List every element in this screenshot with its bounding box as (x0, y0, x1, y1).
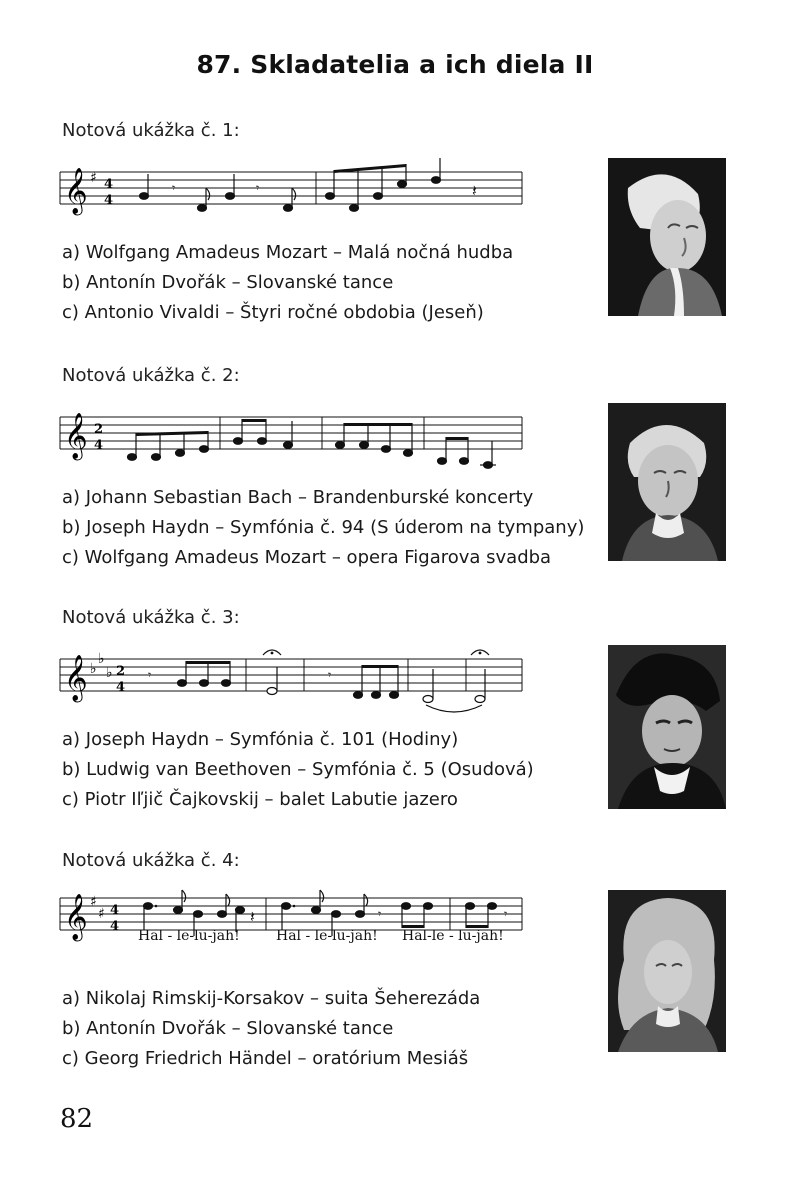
svg-text:♯: ♯ (98, 906, 105, 922)
svg-text:4: 4 (110, 903, 120, 918)
option-b[interactable]: b) Antonín Dvořák – Slovanské tance (62, 1018, 394, 1039)
svg-text:4: 4 (94, 438, 104, 453)
music-staff-2 (60, 405, 530, 465)
option-a[interactable]: a) Wolfgang Amadeus Mozart – Malá nočná hudba (62, 242, 514, 263)
option-b[interactable]: b) Antonín Dvořák – Slovanské tance (62, 272, 394, 293)
exercise-4-label: Notová ukážka č. 4: (62, 850, 240, 871)
svg-text:𝄾: 𝄾 (256, 181, 260, 195)
lyric-2: Hal - le-lu-jah! (276, 928, 378, 944)
mozart-portrait-icon (608, 158, 726, 316)
option-c[interactable]: c) Wolfgang Amadeus Mozart – opera Figarova svadba (62, 547, 552, 568)
option-a[interactable]: a) Nikolaj Rimskij-Korsakov – suita Šeherezáda (62, 988, 481, 1009)
option-b[interactable]: b) Ludwig van Beethoven – Symfónia č. 5 (Osudová) (62, 759, 534, 780)
svg-text:4: 4 (116, 680, 126, 695)
option-b[interactable]: b) Joseph Haydn – Symfónia č. 94 (S úderom na tympany) (62, 517, 585, 538)
svg-text:𝄾: 𝄾 (378, 907, 382, 921)
lyric-3: Hal-le - lu-jah! (402, 928, 504, 944)
lyrics-line (138, 928, 538, 950)
option-c[interactable]: c) Piotr Iľjič Čajkovskij – balet Labutie jazero (62, 789, 458, 810)
option-c[interactable]: c) Antonio Vivaldi – Štyri ročné obdobia (Jeseň) (62, 302, 484, 323)
svg-text:𝄽: 𝄽 (472, 181, 477, 200)
svg-text:♯: ♯ (90, 894, 97, 910)
music-staff-3 (60, 647, 530, 707)
svg-text:♭: ♭ (106, 665, 113, 681)
beethoven-portrait-icon (608, 645, 726, 809)
option-c[interactable]: c) Georg Friedrich Händel – oratórium Mesiáš (62, 1048, 469, 1069)
exercise-1-label: Notová ukážka č. 1: (62, 120, 240, 141)
svg-text:4: 4 (104, 177, 114, 192)
svg-text:𝄾: 𝄾 (172, 181, 176, 195)
handel-portrait-icon (608, 890, 726, 1052)
lyric-1: Hal - le-lu-jah! (138, 928, 240, 944)
svg-text:𝄽: 𝄽 (250, 907, 255, 926)
exercise-2-label: Notová ukážka č. 2: (62, 365, 240, 386)
svg-text:2: 2 (94, 422, 104, 437)
svg-text:♯: ♯ (90, 170, 97, 186)
exercise-1-options (62, 238, 513, 328)
page-title: 87. Skladatelia a ich diela II (196, 50, 594, 79)
option-a[interactable]: a) Joseph Haydn – Symfónia č. 101 (Hodiny) (62, 729, 459, 750)
exercise-2-options (62, 483, 584, 573)
svg-text:𝄞: 𝄞 (64, 413, 88, 459)
svg-text:𝄞: 𝄞 (64, 894, 88, 940)
svg-text:2: 2 (116, 664, 126, 679)
haydn-portrait-icon (608, 403, 726, 561)
svg-text:𝄾: 𝄾 (504, 907, 508, 921)
music-staff-1 (60, 160, 530, 220)
svg-text:𝄞: 𝄞 (64, 168, 88, 214)
exercise-3-options (62, 725, 534, 815)
svg-text:♭: ♭ (90, 661, 97, 677)
exercise-4-options (62, 984, 480, 1074)
svg-text:𝄞: 𝄞 (64, 655, 88, 701)
exercise-3-label: Notová ukážka č. 3: (62, 607, 240, 628)
svg-text:𝄾: 𝄾 (328, 668, 332, 682)
option-a[interactable]: a) Johann Sebastian Bach – Brandenburské koncerty (62, 487, 534, 508)
svg-text:♭: ♭ (98, 651, 105, 667)
page-number: 82 (60, 1104, 94, 1134)
svg-text:4: 4 (110, 919, 120, 934)
svg-text:𝄾: 𝄾 (148, 668, 152, 682)
svg-text:4: 4 (104, 193, 114, 208)
